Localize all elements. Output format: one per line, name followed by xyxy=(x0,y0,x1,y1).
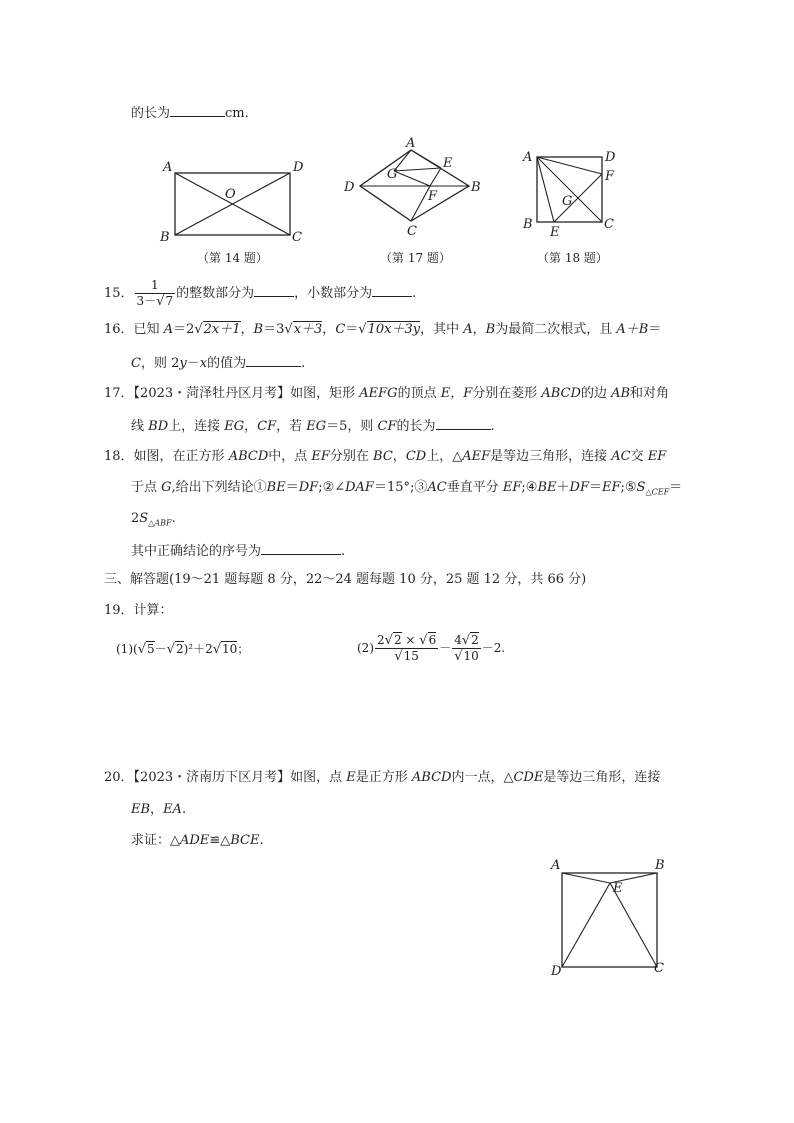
question-20-line-3 xyxy=(131,833,264,849)
subscript: △ABF xyxy=(148,518,172,528)
text: ;②∠ xyxy=(318,480,346,495)
question-number: 20． xyxy=(104,770,134,785)
question-number: 17． xyxy=(104,386,134,401)
text: 上，连接 xyxy=(168,419,225,434)
var: S xyxy=(139,511,149,526)
text: ;⑤ xyxy=(620,480,637,495)
var: E，F xyxy=(440,386,473,401)
answer-blank[interactable] xyxy=(170,104,225,117)
var: DF xyxy=(569,480,589,495)
question-18-line-3 xyxy=(131,511,176,532)
label-a: A xyxy=(163,160,173,175)
var: B xyxy=(253,322,264,337)
label-b: B xyxy=(655,858,665,873)
figure-20 xyxy=(545,855,675,980)
diagonal-ac xyxy=(537,157,602,222)
segment-ae xyxy=(562,873,610,883)
text: 于点 xyxy=(131,480,162,495)
question-16-line-1 xyxy=(104,322,661,338)
question-17-line-1 xyxy=(104,386,669,402)
fraction-denominator xyxy=(375,649,438,664)
figure-14 xyxy=(155,152,315,247)
q14-tail-line xyxy=(131,104,249,122)
text: 已知 xyxy=(133,322,164,337)
text: ＝ xyxy=(345,322,359,337)
var: EB xyxy=(131,802,151,817)
sqrt-symbol: √ xyxy=(358,322,367,337)
den-part: 3－ xyxy=(136,294,157,308)
text: － xyxy=(439,641,452,655)
question-number: 15． xyxy=(104,286,134,301)
var: EF xyxy=(311,449,330,464)
var: EF xyxy=(647,449,667,464)
sqrt-symbol: √ xyxy=(137,642,146,657)
var: C xyxy=(131,356,141,371)
segment-de xyxy=(562,883,610,967)
label-c: C xyxy=(604,217,614,232)
label-e: E xyxy=(613,881,623,896)
label-a: A xyxy=(551,858,561,873)
var: x xyxy=(199,356,208,371)
radicand: 6 xyxy=(428,633,437,647)
sqrt-symbol: √ xyxy=(194,322,203,337)
q14-unit: cm. xyxy=(225,106,249,121)
radicand: 2x＋1 xyxy=(203,322,241,337)
text: 垂直平分 xyxy=(446,480,503,495)
text: . xyxy=(171,511,176,526)
text: ＝3 xyxy=(263,322,285,337)
part-label: (1) xyxy=(116,642,133,656)
text: 如图，在正方形 xyxy=(133,449,229,464)
label-a: A xyxy=(523,150,533,165)
question-18-line-1 xyxy=(104,449,666,465)
radicand: 7 xyxy=(165,294,174,308)
text: 的整数部分为 xyxy=(176,286,255,301)
question-16-line-2 xyxy=(131,354,305,372)
answer-blank[interactable] xyxy=(254,284,294,297)
text: 交 xyxy=(630,449,648,464)
section-3-heading: 三、解答题(19～21 题每题 8 分，22～24 题每题 10 分，25 题 12 分，共 66 分) xyxy=(104,572,587,587)
var: A xyxy=(463,322,473,337)
figure-18 xyxy=(520,148,625,243)
text: ， xyxy=(392,449,406,464)
text: . xyxy=(301,356,306,371)
text: 分别在菱形 xyxy=(472,386,542,401)
answer-blank[interactable] xyxy=(372,284,412,297)
fraction-1 xyxy=(375,633,438,664)
label-f: F xyxy=(428,189,438,204)
text: 和对角 xyxy=(630,386,670,401)
label-b: B xyxy=(160,230,170,245)
label-f: F xyxy=(605,169,615,184)
radicand: 10x＋3y xyxy=(367,322,421,337)
text: 2 xyxy=(131,511,140,526)
text: 如图，矩形 xyxy=(290,386,360,401)
rect-side-ef xyxy=(430,168,441,186)
var: AEF xyxy=(462,449,491,464)
var: C xyxy=(335,322,346,337)
text: ＝15°;③ xyxy=(373,480,428,495)
text: ( xyxy=(133,642,138,656)
var: EG xyxy=(306,419,327,434)
sqrt-symbol: √ xyxy=(419,633,428,648)
text: 中，点 xyxy=(268,449,312,464)
fraction-denominator xyxy=(452,649,481,664)
text: ， xyxy=(472,322,486,337)
var: EA xyxy=(163,802,182,817)
var: AB xyxy=(611,386,631,401)
var: DAF xyxy=(345,480,374,495)
radicand: 5 xyxy=(146,642,155,656)
var: CD xyxy=(405,449,427,464)
text: ， xyxy=(244,419,258,434)
rect-side-gf xyxy=(394,171,430,186)
text: . xyxy=(412,286,417,301)
var: EF xyxy=(502,480,522,495)
text: ≌△ xyxy=(209,833,231,848)
text: ;④ xyxy=(521,480,538,495)
radicand: 2 xyxy=(175,642,184,656)
var: ABCD xyxy=(411,770,452,785)
figure-17 xyxy=(340,133,490,243)
text: ＝ xyxy=(669,480,683,495)
question-19-part-1 xyxy=(116,641,249,658)
fraction-numerator xyxy=(375,633,438,649)
q14-tail-text: 的长为 xyxy=(131,106,171,121)
text: . xyxy=(341,544,346,559)
text: 4 xyxy=(454,633,462,647)
var: CF xyxy=(377,419,397,434)
var: AC xyxy=(427,480,447,495)
text: －2. xyxy=(481,641,506,655)
answer-blank[interactable] xyxy=(261,542,341,555)
var: A xyxy=(163,322,174,337)
text: 内一点，△ xyxy=(451,770,514,785)
text: × xyxy=(401,633,420,647)
var: BE xyxy=(537,480,557,495)
text: 是等边三角形，连接 xyxy=(543,770,661,785)
question-17-line-2 xyxy=(131,417,495,435)
text: ,给出下列结论① xyxy=(171,480,267,495)
answer-blank[interactable] xyxy=(436,417,491,430)
sqrt-symbol: √ xyxy=(156,294,165,309)
question-number: 18． xyxy=(104,449,134,464)
var: BE xyxy=(266,480,286,495)
fraction-numerator: 1 xyxy=(135,278,176,294)
text: 上，△ xyxy=(426,449,463,464)
segment-af xyxy=(537,157,602,174)
part-label: (2) xyxy=(357,641,374,655)
fraction-2 xyxy=(452,633,481,664)
text: ， xyxy=(240,322,254,337)
text: ； xyxy=(237,642,250,656)
sqrt-symbol: √ xyxy=(166,642,175,657)
label-d: D xyxy=(293,160,304,175)
text: 其中正确结论的序号为 xyxy=(131,544,262,559)
var: ABCD xyxy=(541,386,581,401)
text: 如图，点 xyxy=(290,770,347,785)
text: ＝ xyxy=(648,322,662,337)
caption-18: （第 18 题） xyxy=(537,251,608,265)
text: 的顶点 xyxy=(397,386,441,401)
text: . xyxy=(259,833,264,848)
text: ＝5，则 xyxy=(326,419,378,434)
var: ADE xyxy=(180,833,210,848)
label-g: G xyxy=(387,167,398,182)
sqrt-symbol: √ xyxy=(454,649,463,664)
text: ＝ xyxy=(588,480,602,495)
source-tag: 【2023・菏泽牡丹区月考】 xyxy=(133,386,291,401)
text: 计算： xyxy=(133,603,173,618)
fraction-numerator xyxy=(452,633,481,649)
var: EG xyxy=(224,419,245,434)
var: CF xyxy=(257,419,277,434)
source-tag: 【2023・济南历下区月考】 xyxy=(133,770,291,785)
question-15 xyxy=(104,278,416,309)
question-number: 16． xyxy=(104,322,134,337)
sqrt-symbol: √ xyxy=(394,649,403,664)
label-c: C xyxy=(292,230,302,245)
text: 为最简二次根式，且 xyxy=(495,322,617,337)
label-b: B xyxy=(471,180,481,195)
text: ， xyxy=(150,802,164,817)
label-c: C xyxy=(654,961,664,976)
caption-17: （第 17 题） xyxy=(380,251,451,265)
rect-side-ae xyxy=(411,150,441,168)
text: ，其中 xyxy=(420,322,464,337)
text: 线 xyxy=(131,419,149,434)
var: EF xyxy=(601,480,621,495)
text: ，则 2 xyxy=(140,356,180,371)
var: BC xyxy=(373,449,393,464)
fraction-denominator xyxy=(135,294,176,309)
radicand: 10 xyxy=(222,642,238,656)
text: ＋ xyxy=(556,480,570,495)
var: S xyxy=(636,480,646,495)
text: － xyxy=(154,642,167,656)
segment-eg xyxy=(394,168,441,171)
text: ，若 xyxy=(276,419,307,434)
segment-ae xyxy=(537,157,554,222)
label-e: E xyxy=(443,156,453,171)
var: AC xyxy=(611,449,631,464)
text: 的值为 xyxy=(207,356,247,371)
var: ABCD xyxy=(228,449,269,464)
caption-14: （第 14 题） xyxy=(197,251,268,265)
var: DF xyxy=(298,480,319,495)
question-20-line-2 xyxy=(131,802,186,818)
text: 是正方形 xyxy=(355,770,412,785)
question-18-line-2 xyxy=(131,480,682,501)
radicand: 2 xyxy=(471,633,479,647)
radicand: x＋3 xyxy=(293,322,323,337)
label-d: D xyxy=(605,150,616,165)
label-d: D xyxy=(344,180,355,195)
text: 是等边三角形，连接 xyxy=(490,449,612,464)
var: B xyxy=(485,322,496,337)
var: G xyxy=(161,480,172,495)
sqrt-symbol: √ xyxy=(212,642,222,657)
answer-blank[interactable] xyxy=(246,354,301,367)
text: )²＋2 xyxy=(183,642,213,656)
label-o: O xyxy=(225,187,236,202)
sqrt-symbol: √ xyxy=(284,322,293,337)
var: A＋B xyxy=(616,322,649,337)
text: ＝2 xyxy=(173,322,195,337)
radicand: 2 xyxy=(393,633,402,647)
question-18-line-4 xyxy=(131,542,345,560)
question-19-part-2 xyxy=(357,628,505,668)
var: BCE xyxy=(230,833,260,848)
fraction xyxy=(135,278,176,309)
square-abcd xyxy=(562,873,657,967)
label-b: B xyxy=(523,217,533,232)
sqrt-symbol: √ xyxy=(384,633,393,648)
var: CDE xyxy=(513,770,544,785)
text: ＝ xyxy=(285,480,299,495)
text: 的边 xyxy=(580,386,612,401)
subscript: △CEF xyxy=(645,487,670,497)
var: AEFG xyxy=(359,386,398,401)
question-20-line-1 xyxy=(104,770,660,786)
radicand: 10 xyxy=(463,649,479,663)
text: 分别在 xyxy=(329,449,374,464)
question-number: 19． xyxy=(104,603,134,618)
var: E xyxy=(346,770,356,785)
text: － xyxy=(186,356,200,371)
text: . xyxy=(181,802,187,817)
text: 的长为 xyxy=(396,419,436,434)
question-19-title xyxy=(104,603,173,619)
text: ， xyxy=(322,322,336,337)
label-c: C xyxy=(407,224,417,239)
text: . xyxy=(490,419,495,434)
label-g: G xyxy=(562,194,573,209)
text: 求证：△ xyxy=(131,833,180,848)
var: y xyxy=(179,356,187,371)
label-a: A xyxy=(406,136,416,151)
label-d: D xyxy=(551,964,562,979)
sqrt-symbol: √ xyxy=(461,633,471,648)
text: 2 xyxy=(377,633,385,647)
var: BD xyxy=(148,419,169,434)
label-e: E xyxy=(550,225,560,240)
text: ，小数部分为 xyxy=(294,286,373,301)
radicand: 15 xyxy=(403,649,419,663)
